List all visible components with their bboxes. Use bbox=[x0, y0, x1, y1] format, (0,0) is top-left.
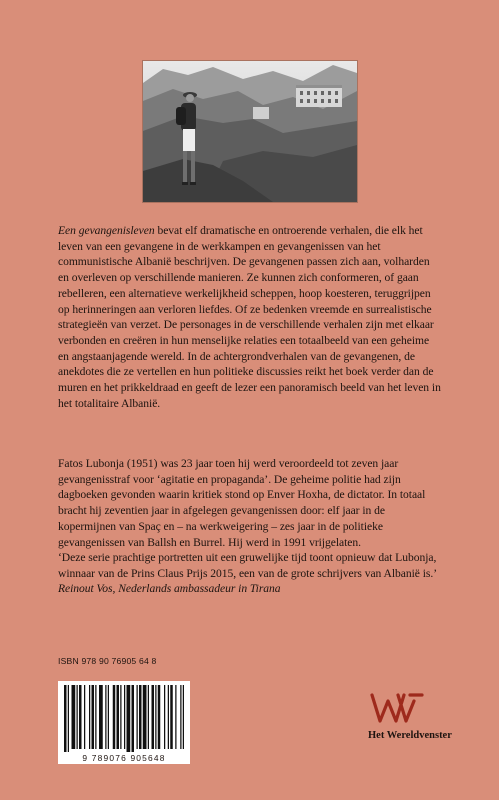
book-title: Een gevangenisleven bbox=[58, 224, 155, 237]
barcode-bar bbox=[180, 685, 181, 749]
synopsis-paragraph bbox=[58, 223, 442, 411]
barcode-bar bbox=[175, 685, 176, 749]
barcode-bar bbox=[120, 685, 121, 749]
author-bio-paragraph bbox=[58, 456, 442, 550]
publisher-logo bbox=[370, 691, 426, 725]
cover-photo bbox=[142, 60, 358, 203]
barcode-digits: 9 789076 905648 bbox=[58, 752, 190, 764]
review-quote bbox=[58, 550, 442, 597]
barcode-bar bbox=[139, 685, 142, 749]
barcode-bar bbox=[68, 685, 69, 753]
barcode-bar bbox=[124, 685, 125, 749]
barcode-bar bbox=[143, 685, 147, 749]
barcode-bar bbox=[92, 685, 95, 749]
barcode-bar bbox=[77, 685, 78, 749]
barcode-icon bbox=[58, 681, 190, 753]
barcode-bar bbox=[158, 685, 161, 749]
quote-text: ‘Deze serie prachtige portretten uit een gruwelijke tijd toont opnieuw dat Lubonja, winnaar van de Prins Claus Prijs 2015, een van de grote schrijvers van Albanië is.’ bbox=[58, 551, 438, 580]
barcode-bar bbox=[105, 685, 106, 749]
landscape-photo-icon bbox=[143, 61, 357, 202]
author-bio-text: Fatos Lubonja (1951) was 23 jaar toen hij werd veroordeeld tot zeven jaar gevangenisstraf voor ‘agitatie en propaganda’. De geheime politie had zijn dagboeken gevonden waarin kritiek stond op Enver Hoxha, de dictator. In totaal bracht hij zeventien jaar in afgelegen gevangenissen door: elf jaar in de kopermijnen van Spaç en – na werkweigering – zes jaar in de politieke gevangenissen van Ballsh en Burrel. Hij werd in 1991 vrijgelaten. bbox=[58, 457, 426, 549]
barcode-bar bbox=[152, 685, 155, 749]
barcode-bar bbox=[95, 685, 96, 749]
barcode-bar bbox=[108, 685, 109, 749]
barcode-bar bbox=[113, 685, 116, 749]
barcode-bar bbox=[89, 685, 90, 749]
barcode-bar bbox=[127, 685, 131, 753]
barcode-bar bbox=[64, 685, 67, 753]
barcode-bar bbox=[164, 685, 165, 749]
barcode-bar bbox=[137, 685, 138, 749]
barcode-bar bbox=[148, 685, 149, 749]
quote-attribution: Reinout Vos, Nederlands ambassadeur in Tirana bbox=[58, 582, 281, 596]
barcode-bar bbox=[84, 685, 85, 749]
barcode-bar bbox=[170, 685, 173, 749]
barcode-bar bbox=[79, 685, 82, 749]
isbn-label: ISBN 978 90 76905 64 8 bbox=[58, 656, 157, 666]
publisher-wv-logo-icon bbox=[370, 691, 426, 725]
barcode bbox=[58, 681, 190, 753]
barcode-bar bbox=[99, 685, 103, 749]
publisher-name: Het Wereldvenster bbox=[368, 730, 452, 741]
barcode-bar bbox=[183, 685, 184, 749]
barcode-bar bbox=[132, 685, 135, 753]
barcode-bar bbox=[117, 685, 120, 749]
barcode-bar bbox=[155, 685, 156, 749]
barcode-bar bbox=[72, 685, 76, 749]
barcode-bar bbox=[168, 685, 169, 749]
synopsis-text: bevat elf dramatische en ontroerende verhalen, die elk het leven van een gevangene in de werkkampen en gevangenissen van het communistische Albanië beschrijven. De gevangenen passen zich aan, volharden en overleven op verschillende manieren. Ze kunnen zich conformeren, of gaan rebelleren, een alternatieve werkelijkheid scheppen, hoop koesteren, teruggrijpen op herinneringen aan verloren liefdes. Of ze bedenken vreemde en surrealistische strategieën van verzet. De personages in de verschillende verhalen zijn met elkaar verbonden en creëren in hun menselijke relaties een totaalbeeld van een geheime en angstaanjagende wereld. In de achtergrondverhalen van de gevangenen, de anekdotes die ze vertellen en hun politieke discussies reikt het boek verder dan de muren en het prikkeldraad en geeft de lezer een panoramisch beeld van het leven in het totalitaire Albanië. bbox=[58, 224, 441, 410]
